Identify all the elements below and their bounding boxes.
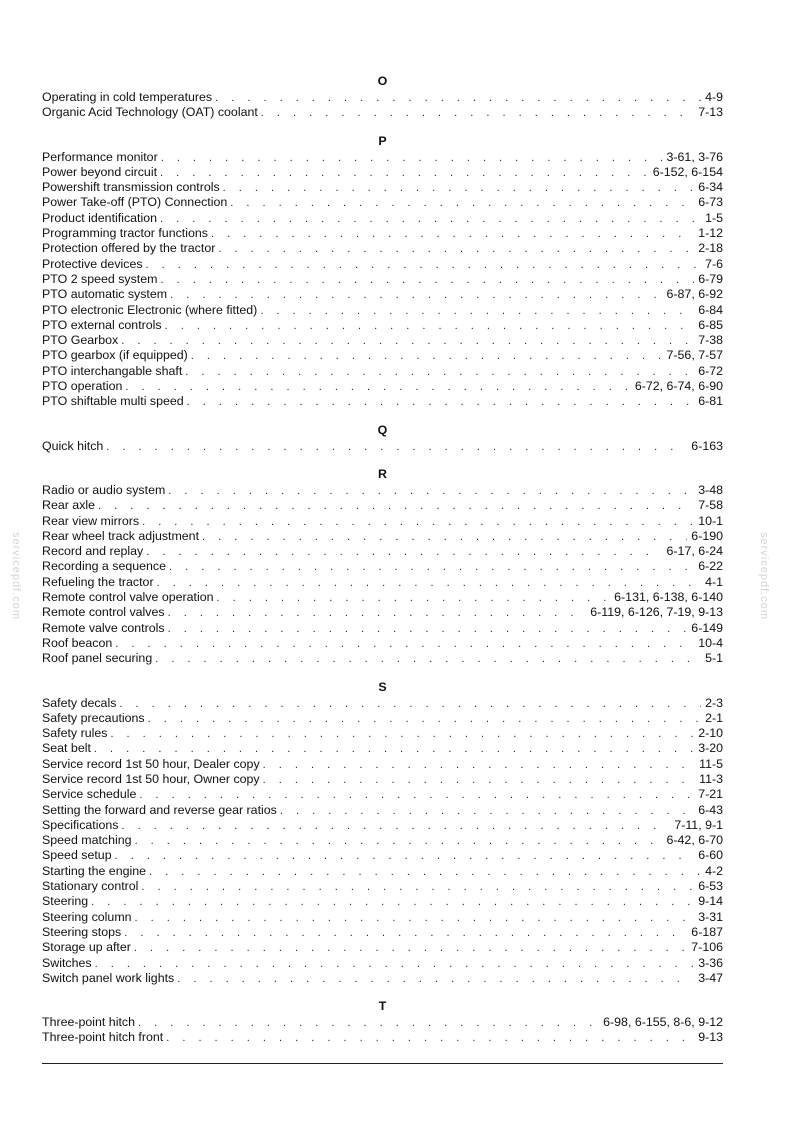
entry-pages: 5-1 [705,651,723,666]
leader-dots [263,758,695,772]
entry-pages: 7-13 [698,105,723,120]
entry-term: Service record 1st 50 hour, Owner copy [42,771,260,786]
section-letter: R [378,466,387,481]
entry-term: Quick hitch [42,438,104,453]
index-entry [42,726,723,741]
entry-term: Powershift transmission controls [42,180,220,195]
entry-pages: 4-9 [705,90,723,104]
entry-term: Starting the engine [42,863,147,878]
leader-dots [218,242,694,256]
leader-dots [187,395,695,409]
leader-dots [202,530,687,544]
index-entry [42,514,723,529]
index-section-r [42,467,723,667]
entry-pages: 6-84 [698,302,723,317]
leader-dots [261,106,694,120]
leader-dots [94,742,694,756]
leader-dots [160,166,649,180]
leader-dots [124,926,687,940]
leader-dots [142,515,694,529]
leader-dots [160,212,701,226]
entry-pages: 6-72, 6-74, 6-90 [634,379,723,394]
leader-dots [146,258,702,272]
leader-dots [146,545,662,559]
leader-dots [141,880,694,894]
entry-pages: 6-22 [698,559,723,574]
leader-dots [138,1016,599,1030]
index-entry [42,379,723,394]
entry-term: Power Take-off (PTO) Connection [42,195,228,210]
entry-pages: 10-1 [698,513,723,528]
leader-dots [168,606,587,620]
watermark-left: servicepdf.com [9,532,22,620]
entry-term: Specifications [42,817,119,832]
entry-pages: 4-2 [705,863,723,878]
index-entry [42,333,723,348]
leader-dots [217,591,611,605]
entry-term: PTO Gearbox [42,333,119,348]
entry-term: PTO interchangable shaft [42,363,183,378]
entry-term: Rear axle [42,498,96,513]
entry-term: Recording a sequence [42,559,166,574]
index-entry [42,864,723,879]
entry-term: Safety rules [42,726,108,741]
index-section-s [42,680,723,987]
entry-pages: 3-31 [698,909,723,924]
index-entry [42,651,723,666]
index-entry [42,818,723,833]
section-letter: Q [377,422,388,437]
entry-term: Performance monitor [42,149,158,164]
leader-dots [211,227,694,241]
index-entry [42,971,723,986]
entry-term: Radio or audio system [42,482,166,497]
index-entry [42,364,723,379]
index-entry [42,910,723,925]
index-entry [42,636,723,651]
entry-pages: 9-14 [698,894,723,909]
entry-pages: 6-72 [698,363,723,378]
entry-term: Remote valve controls [42,620,165,635]
index-entry [42,575,723,590]
entry-pages: 6-152, 6-154 [652,164,723,179]
entry-term: PTO shiftable multi speed [42,394,184,409]
index-entry [42,303,723,318]
entry-term: Rear view mirrors [42,513,140,528]
entry-pages: 3-47 [698,970,723,985]
index-entry [42,879,723,894]
entry-pages: 6-17, 6-24 [666,544,723,559]
index-entry [42,226,723,241]
leader-dots [170,288,662,302]
index-entry [42,711,723,726]
leader-dots [280,804,694,818]
index-entry [42,483,723,498]
entry-term: Speed matching [42,833,132,848]
entry-term: Three-point hitch front [42,1030,164,1045]
index-entry [42,150,723,165]
entry-pages: 3-48 [698,482,723,497]
index-entry [42,848,723,863]
index-entry [42,590,723,605]
index-entry [42,894,723,909]
entry-pages: 2-10 [698,726,723,741]
index-entry [42,772,723,787]
entry-pages: 6-87, 6-92 [666,287,723,302]
entry-term: PTO gearbox (if equipped) [42,348,188,363]
entry-pages: 10-4 [698,635,723,650]
section-letter: P [378,133,387,148]
entry-term: Setting the forward and reverse gear ratios [42,802,277,817]
leader-dots [135,834,663,848]
entry-term: PTO operation [42,379,123,394]
entry-term: Roof panel securing [42,651,153,666]
index-entry [42,621,723,636]
entry-pages: 6-131, 6-138, 6-140 [614,590,723,605]
leader-dots [160,273,694,287]
index-entry [42,195,723,210]
entry-pages: 3-61, 3-76 [666,149,723,164]
entry-pages: 4-1 [705,574,723,589]
leader-dots [169,560,694,574]
entry-term: Remote control valve operation [42,590,214,605]
entry-pages: 6-60 [698,848,723,863]
index-entry [42,605,723,620]
leader-dots [121,819,670,833]
leader-dots [161,151,663,165]
entry-term: Operating in cold temperatures [42,90,213,104]
entry-pages: 6-73 [698,195,723,210]
index-entry [42,1015,723,1030]
entry-term: PTO electronic Electronic (where fitted) [42,302,258,317]
index-entry [42,696,723,711]
entry-pages: 9-13 [698,1030,723,1045]
index-entry [42,211,723,226]
index-entry [42,90,723,105]
leader-dots [106,440,687,454]
watermark-right: servicepdf.com [757,532,770,620]
entry-pages: 2-18 [698,241,723,256]
index-entry [42,272,723,287]
entry-term: Safety decals [42,695,117,710]
leader-dots [263,773,695,787]
leader-dots [134,941,687,955]
entry-pages: 6-43 [698,802,723,817]
leader-dots [191,349,663,363]
index-entry [42,180,723,195]
entry-pages: 3-20 [698,741,723,756]
entry-term: PTO external controls [42,317,162,332]
entry-term: Record and replay [42,544,144,559]
entry-pages: 6-119, 6-126, 7-19, 9-13 [590,605,723,620]
index-entry [42,318,723,333]
entry-term: Protection offered by the tractor [42,241,216,256]
leader-dots [139,788,694,802]
index-entry [42,757,723,772]
entry-term: Stationary control [42,879,139,894]
entry-pages: 3-36 [698,955,723,970]
index-section-p [42,134,723,410]
leader-dots [95,957,695,971]
leader-dots [91,895,694,909]
leader-dots [121,334,694,348]
entry-term: Seat belt [42,741,91,756]
entry-pages: 2-1 [705,710,723,725]
entry-pages: 6-79 [698,271,723,286]
index-entry [42,439,723,454]
entry-term: Three-point hitch [42,1015,135,1030]
entry-term: Switches [42,955,92,970]
entry-term: Speed setup [42,848,112,863]
index-entry [42,803,723,818]
entry-pages: 2-3 [705,695,723,710]
leader-dots [168,622,688,636]
entry-pages: 7-21 [698,787,723,802]
index-entry [42,257,723,272]
index-entry [42,498,723,513]
entry-pages: 6-53 [698,879,723,894]
index-entry [42,940,723,955]
leader-dots [215,91,701,105]
leader-dots [157,576,702,590]
index-entry [42,529,723,544]
entry-pages: 6-85 [698,317,723,332]
index-entry [42,287,723,302]
entry-term: Roof beacon [42,635,113,650]
index-entry [42,833,723,848]
entry-pages: 6-149 [691,620,723,635]
entry-pages: 6-187 [691,924,723,939]
leader-dots [155,652,701,666]
leader-dots [149,865,701,879]
index-entry [42,241,723,256]
entry-term: Refueling the tractor [42,574,154,589]
index-entry [42,925,723,940]
entry-term: Protective devices [42,256,143,271]
leader-dots [230,196,694,210]
leader-dots [223,181,695,195]
entry-term: Steering stops [42,924,122,939]
index-entry [42,1030,723,1045]
entry-pages: 7-56, 7-57 [666,348,723,363]
entry-term: Service schedule [42,787,137,802]
leader-dots [115,849,695,863]
leader-dots [165,319,695,333]
entry-pages: 7-58 [698,498,723,513]
index-entry [42,787,723,802]
section-letter: S [378,679,387,694]
leader-dots [185,365,694,379]
index-list [42,74,723,1059]
section-letter: T [378,999,387,1014]
entry-pages: 7-38 [698,333,723,348]
leader-dots [115,637,694,651]
entry-term: Product identification [42,210,158,225]
entry-pages: 7-6 [705,256,723,271]
entry-term: PTO automatic system [42,287,168,302]
entry-term: PTO 2 speed system [42,271,158,286]
index-section-t [42,999,723,1046]
entry-pages: 6-42, 6-70 [666,833,723,848]
entry-pages: 6-34 [698,180,723,195]
entry-term: Storage up after [42,940,131,955]
leader-dots [148,712,701,726]
entry-pages: 6-190 [691,528,723,543]
entry-pages: 11-5 [699,756,723,771]
footer-rule [42,1063,723,1064]
entry-term: Switch panel work lights [42,970,175,985]
leader-dots [168,484,694,498]
leader-dots [177,972,694,986]
leader-dots [135,911,695,925]
leader-dots [98,499,694,513]
entry-pages: 6-81 [698,394,723,409]
index-entry [42,544,723,559]
entry-pages: 6-163 [691,438,723,453]
entry-term: Organic Acid Technology (OAT) coolant [42,105,258,120]
index-entry [42,559,723,574]
entry-pages: 7-106 [691,940,723,955]
entry-term: Programming tractor functions [42,226,208,241]
entry-term: Rear wheel track adjustment [42,528,200,543]
entry-term: Safety precautions [42,710,145,725]
leader-dots [166,1031,694,1045]
index-entry [42,394,723,409]
entry-term: Steering [42,894,89,909]
index-entry [42,741,723,756]
leader-dots [119,697,701,711]
entry-term: Steering column [42,909,132,924]
index-entry [42,105,723,120]
entry-term: Service record 1st 50 hour, Dealer copy [42,756,260,771]
index-entry [42,956,723,971]
index-entry [42,348,723,363]
entry-pages: 1-5 [705,210,723,225]
entry-pages: 6-98, 6-155, 8-6, 9-12 [603,1015,723,1030]
leader-dots [125,380,630,394]
index-section-q [42,423,723,454]
section-letter: O [377,74,388,88]
index-section-o [42,74,723,121]
leader-dots [110,727,694,741]
leader-dots [260,304,694,318]
entry-pages: 1-12 [698,226,723,241]
entry-term: Power beyond circuit [42,164,158,179]
entry-term: Remote control valves [42,605,165,620]
entry-pages: 7-11, 9-1 [674,817,723,832]
index-entry [42,165,723,180]
entry-pages: 11-3 [699,771,723,786]
